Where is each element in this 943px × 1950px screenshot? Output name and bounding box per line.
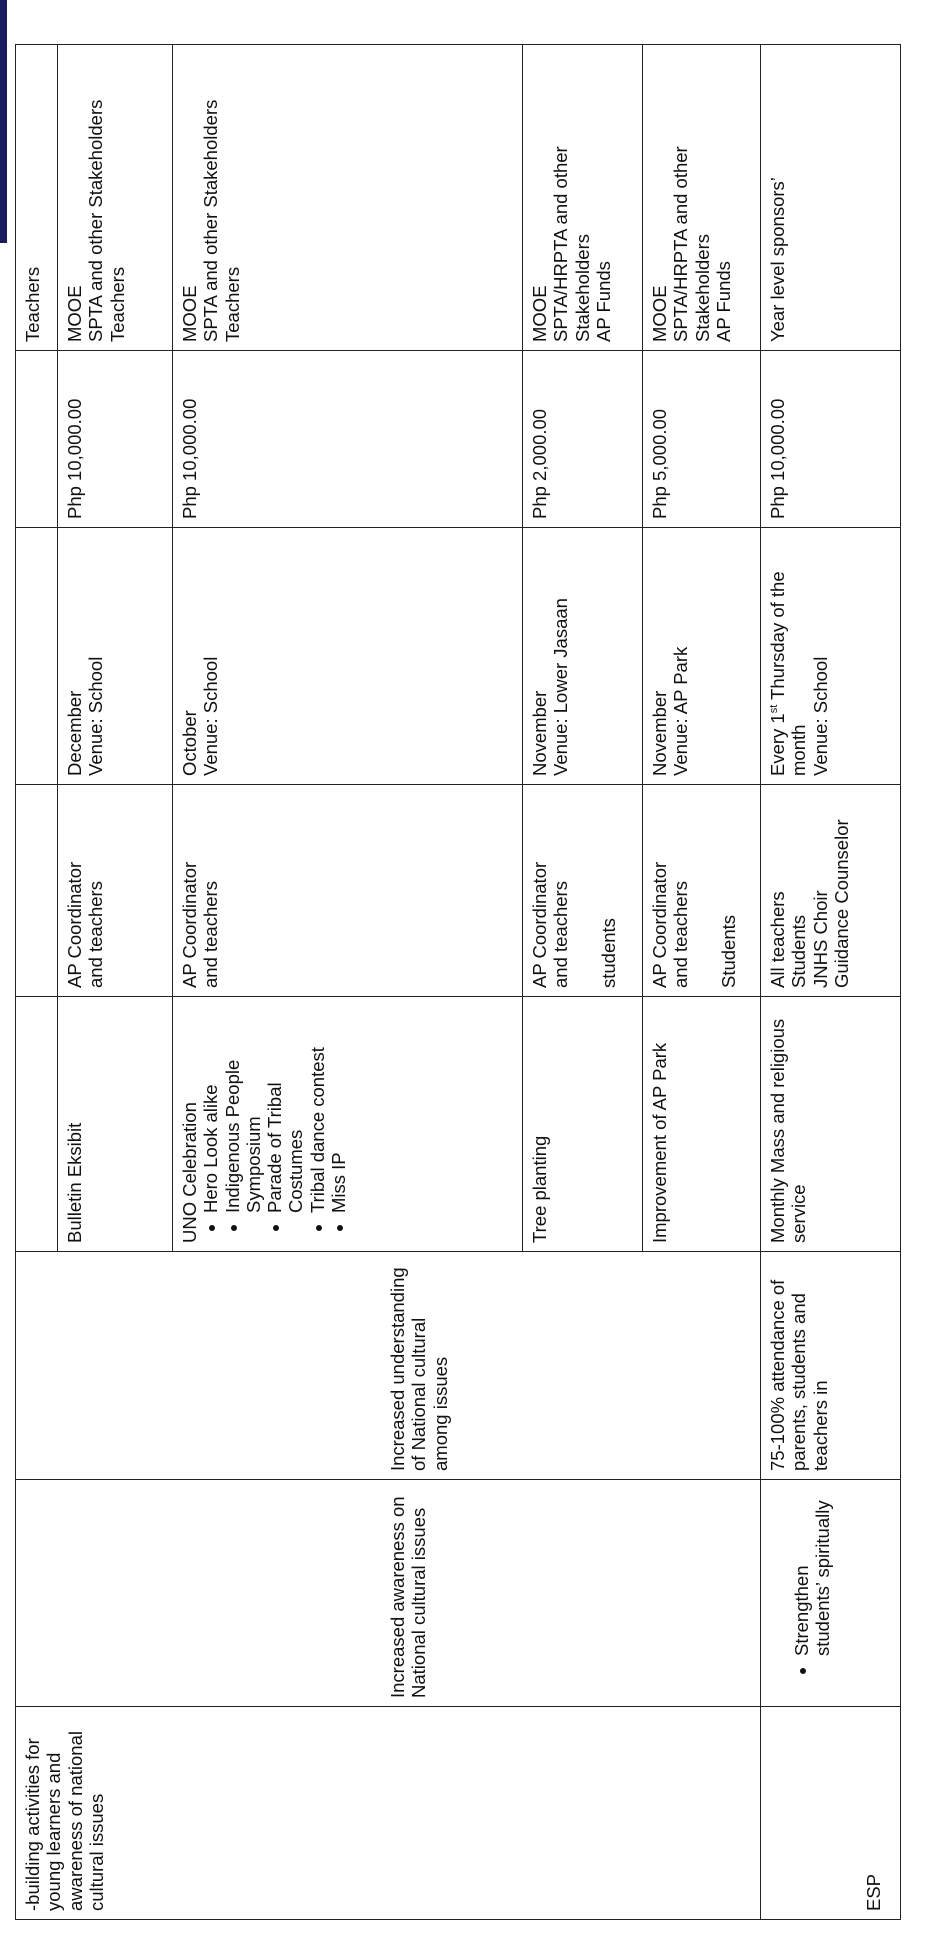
source-cell: [173, 45, 523, 351]
area-cell: [761, 1707, 901, 1920]
rotated-page: [15, 45, 920, 1920]
venue-line: Venue: AP Park: [670, 646, 692, 776]
source-line: Teachers: [221, 266, 243, 342]
persons-line: AP Coordinator: [179, 861, 200, 988]
table-row: [16, 45, 58, 1920]
budget-cell: [58, 351, 173, 528]
persons-cell: [523, 785, 643, 997]
source-line: AP Funds: [712, 261, 734, 342]
time-cell: [16, 528, 58, 785]
source-cell: [58, 45, 173, 351]
source-line: SPTA/HRPTA and other Stakeholders: [670, 146, 713, 342]
venue-line: Venue: School: [85, 656, 107, 776]
budget-cell: [16, 351, 58, 528]
activity-text: Bulletin Eksibit: [64, 1122, 85, 1243]
source-line: AP Funds: [592, 261, 614, 342]
budget-text: Php 10,000.00: [64, 398, 85, 519]
activity-bullets: [200, 1005, 349, 1243]
list-item: • Tribal dance contest: [307, 1005, 328, 1213]
objective-text: Increased awareness on National cultural issues: [387, 1496, 430, 1698]
persons-cell: [761, 785, 901, 997]
persons-line: and teachers: [550, 881, 572, 988]
persons-line: and teachers: [670, 881, 692, 988]
source-line: MOOE: [64, 285, 85, 342]
table-row: [761, 45, 901, 1920]
source-line: MOOE: [649, 285, 670, 342]
list-item: • Hero Look alike: [200, 1005, 221, 1213]
budget-text: Php 10,000.00: [767, 398, 788, 519]
indicator-cell: [761, 1252, 901, 1480]
venue-line: Venue: School: [809, 656, 831, 776]
persons-line: students: [597, 918, 619, 988]
time-line: October: [179, 710, 200, 776]
source-line: Teachers: [106, 266, 128, 342]
indicator-text: Increased understanding of National cultural among issues: [387, 1267, 451, 1471]
persons-line: JNHS Choir: [809, 890, 831, 988]
indicator-text: 75-100% attendance of parents, students and teachers in: [767, 1279, 831, 1471]
activity-text: Tree planting: [529, 1135, 550, 1243]
activity-text: UNO Celebration: [179, 1102, 200, 1243]
persons-cell: [58, 785, 173, 997]
source-cell: [16, 45, 58, 351]
persons-line: and teachers: [85, 881, 107, 988]
time-line: November: [649, 690, 670, 776]
source-text: Teachers: [22, 266, 43, 342]
time-line: November: [529, 690, 550, 776]
budget-text: Php 10,000.00: [179, 398, 200, 519]
list-item: • Parade of Tribal Costumes: [264, 1005, 307, 1213]
activity-cell: [643, 997, 761, 1252]
persons-line: AP Coordinator: [64, 861, 85, 988]
time-line: December: [64, 690, 85, 776]
source-cell: [523, 45, 643, 351]
time-cell: [58, 528, 173, 785]
activity-cell: [16, 997, 58, 1252]
ordinal-suffix: st: [767, 704, 780, 714]
budget-cell: [523, 351, 643, 528]
persons-line: All teachers: [767, 891, 788, 988]
activity-cell: [761, 997, 901, 1252]
area-cell: [16, 1707, 761, 1920]
source-line: SPTA and other Stakeholders: [85, 99, 107, 342]
budget-text: Php 5,000.00: [649, 408, 670, 519]
time-cell: [643, 528, 761, 785]
budget-text: Php 2,000.00: [529, 408, 550, 519]
persons-line: and teachers: [200, 881, 222, 988]
page-edge-accent: [0, 0, 7, 243]
objective-bullets: [791, 1488, 834, 1698]
objective-cell: [16, 1480, 761, 1707]
time-cell: [523, 528, 643, 785]
source-line: MOOE: [179, 285, 200, 342]
venue-line: Venue: Lower Jasaan: [550, 598, 572, 776]
area-text: -building activities for young learners and awareness of national cultural issues: [22, 1731, 107, 1911]
budget-cell: [643, 351, 761, 528]
activity-cell: [58, 997, 173, 1252]
time-cell: [761, 528, 901, 785]
source-cell: [761, 45, 901, 351]
activity-text: Improvement of AP Park: [649, 1042, 670, 1243]
objective-cell: [761, 1480, 901, 1707]
persons-line: Guidance Counselor: [830, 819, 852, 988]
persons-line: Students: [717, 914, 739, 988]
time-text: Thursday of the month: [767, 571, 810, 776]
persons-line: AP Coordinator: [649, 861, 670, 988]
persons-cell: [16, 785, 58, 997]
source-line: SPTA/HRPTA and other Stakeholders: [550, 146, 593, 342]
budget-cell: [761, 351, 901, 528]
source-line: MOOE: [529, 285, 550, 342]
persons-line: AP Coordinator: [529, 861, 550, 988]
time-text: Every 1: [767, 713, 788, 776]
activity-cell: [523, 997, 643, 1252]
list-item: • Miss IP: [328, 1005, 349, 1213]
source-text: Year level sponsors’: [767, 177, 788, 342]
list-item: • Indigenous People Symposium: [222, 1005, 265, 1213]
time-cell: [173, 528, 523, 785]
action-plan-table: [15, 44, 901, 1920]
persons-cell: [643, 785, 761, 997]
source-line: SPTA and other Stakeholders: [200, 99, 222, 342]
persons-cell: [173, 785, 523, 997]
time-line: [767, 536, 810, 776]
persons-line: Students: [788, 914, 810, 988]
venue-line: Venue: School: [200, 656, 222, 776]
activity-text: Monthly Mass and religious service: [767, 1018, 810, 1243]
budget-cell: [173, 351, 523, 528]
indicator-cell: [16, 1252, 761, 1480]
area-text: ESP: [862, 1873, 884, 1911]
activity-cell: [173, 997, 523, 1252]
source-cell: [643, 45, 761, 351]
list-item: • Strengthen students’ spiritually: [791, 1488, 834, 1656]
